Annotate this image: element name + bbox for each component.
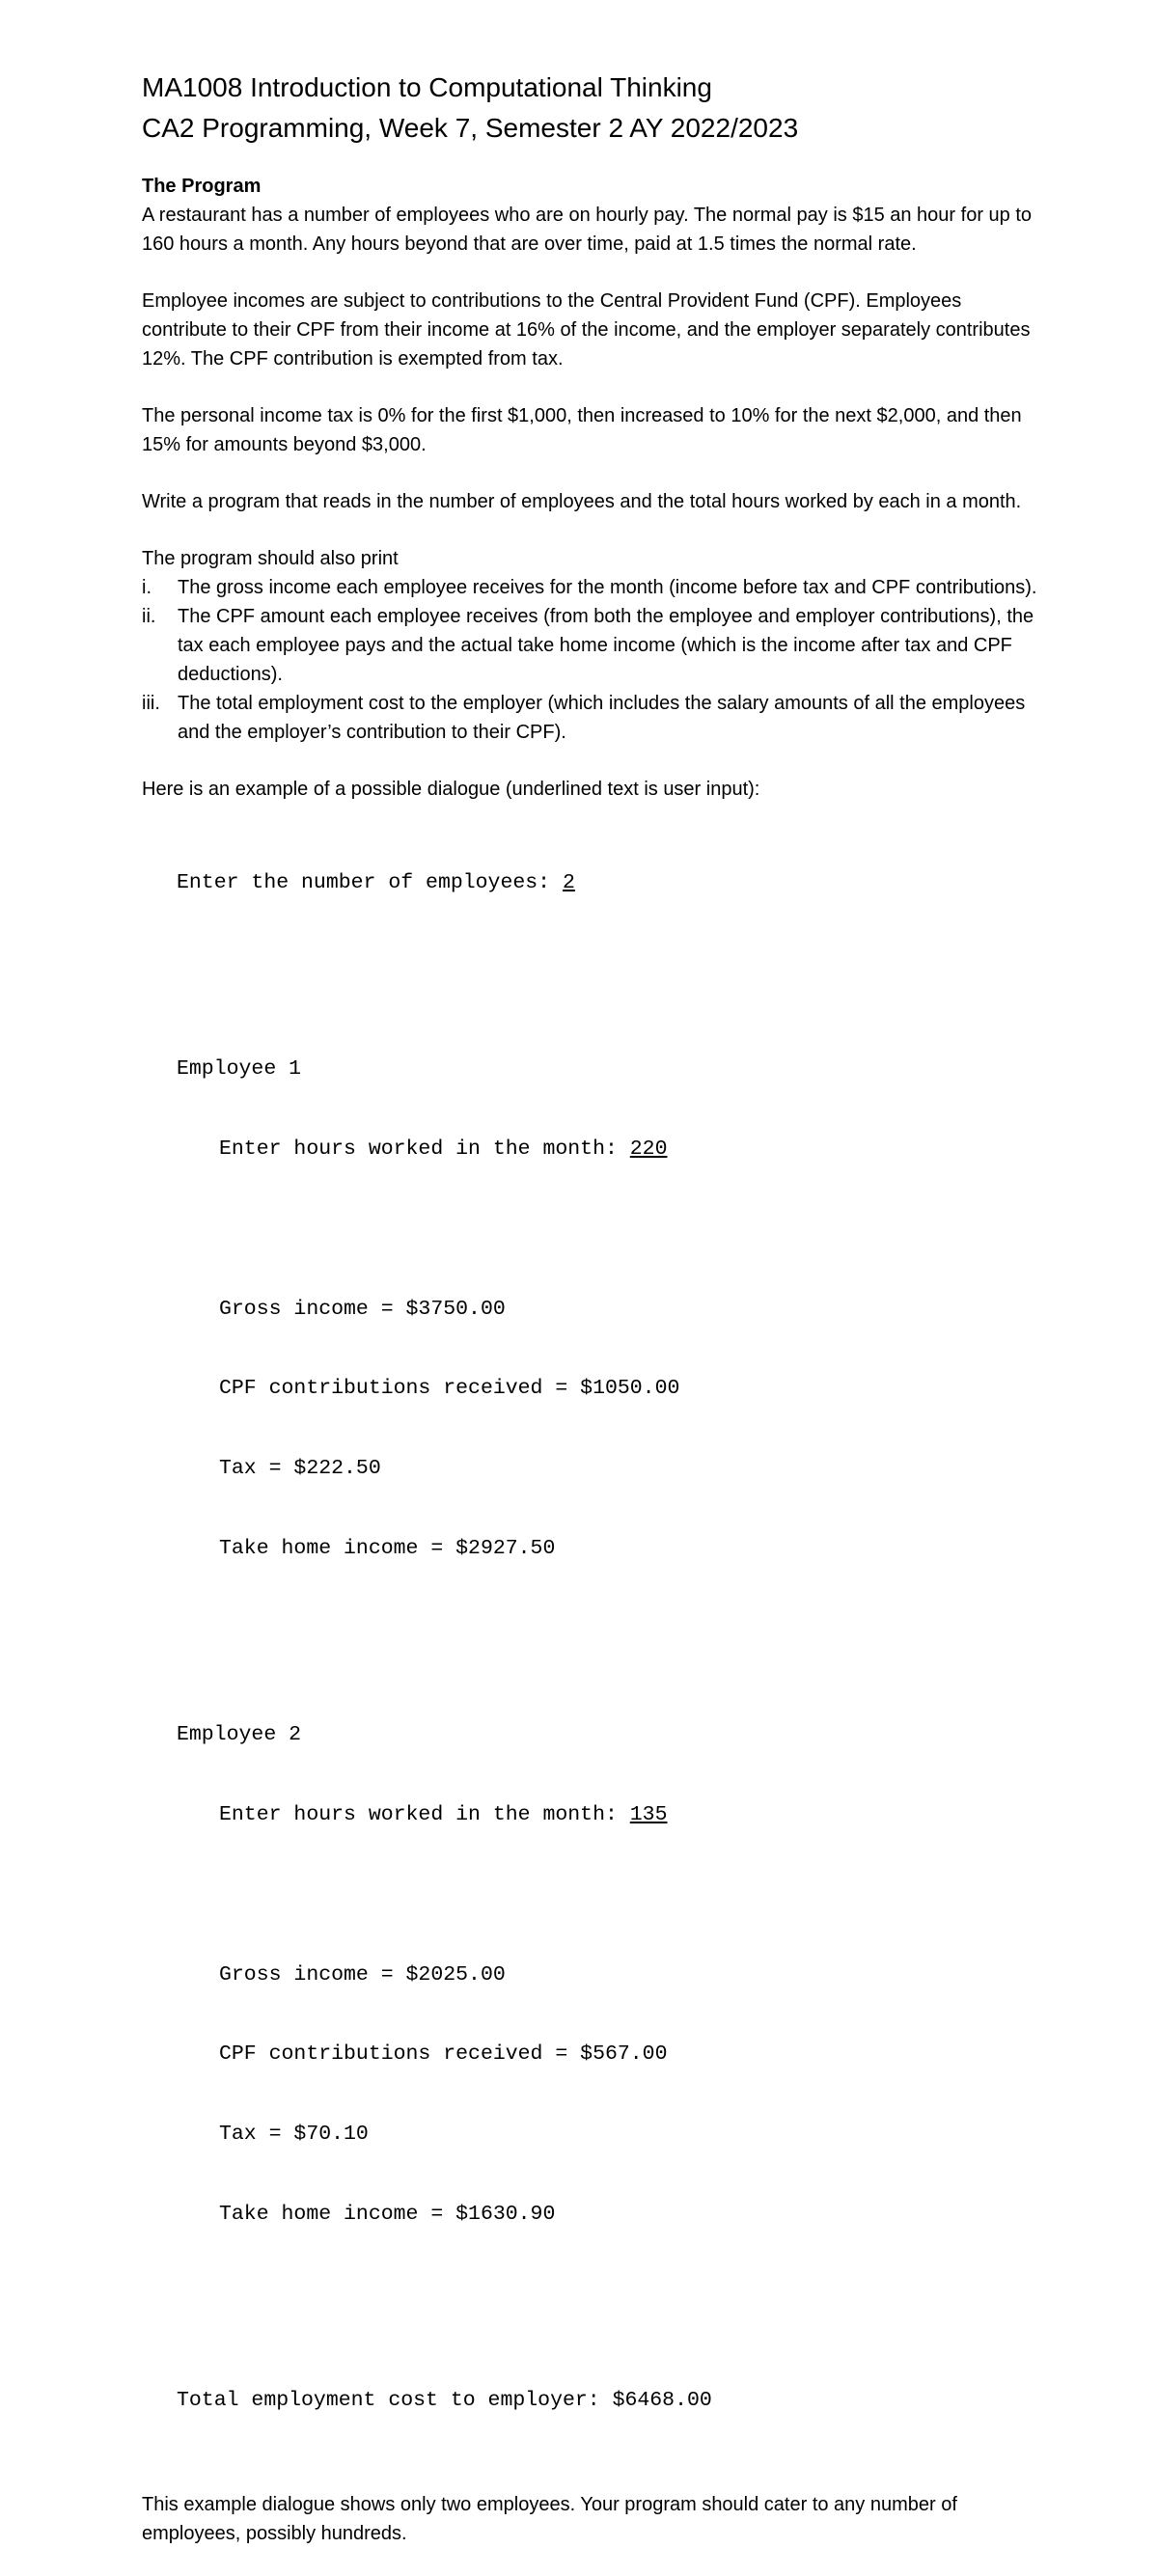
employee-header: Employee 1 bbox=[177, 1057, 302, 1082]
document-page bbox=[142, 68, 1039, 2576]
list-marker: ii. bbox=[142, 606, 156, 627]
section-heading: The Program bbox=[142, 176, 262, 197]
list-item-text: The gross income each employee receives for the month (income before tax and CPF contributions). bbox=[178, 577, 1037, 598]
list-item bbox=[142, 602, 1039, 689]
number-input: 2 bbox=[562, 871, 575, 895]
title-line-1: MA1008 Introduction to Computational Thinking bbox=[142, 72, 712, 102]
paragraph-task: Write a program that reads in the number of employees and the total hours worked by each in a month. bbox=[142, 491, 1022, 512]
dialogue-gap bbox=[177, 1616, 1039, 1643]
example-dialogue bbox=[177, 817, 1039, 2468]
paragraph-cpf: Employee incomes are subject to contributions to the Central Provident Fund (CPF). Employees contribute to their CPF from their income at 16% of the income, and the employer separately contributes 12%. The CPF contribution is exempted from tax. bbox=[142, 290, 1031, 370]
list-marker: iii. bbox=[142, 693, 160, 714]
list-marker: i. bbox=[142, 577, 152, 598]
print-requirements-list bbox=[142, 573, 1039, 747]
gross-income-line: Gross income = $2025.00 bbox=[219, 1962, 506, 1987]
list-item bbox=[142, 689, 1039, 747]
dialogue-gap bbox=[177, 950, 1039, 977]
dialogue-line bbox=[177, 1802, 1039, 1829]
paragraph-tax: The personal income tax is 0% for the first $1,000, then increased to 10% for the next $2,000, and then 15% for amounts beyond $3,000. bbox=[142, 405, 1022, 455]
hours-input: 220 bbox=[629, 1137, 668, 1162]
list-item-text: The CPF amount each employee receives (from both the employee and employer contributions), the tax each employee pays and the actual take home income (which is the income after tax and CPF deductions). bbox=[178, 606, 1034, 685]
dialogue-line bbox=[177, 870, 1039, 897]
number-prompt: Enter the number of employees: bbox=[177, 871, 563, 895]
paragraph-pay-rules: A restaurant has a number of employees who are on hourly pay. The normal pay is $15 an hour for up to 160 hours a month. Any hours beyond that are over time, paid at 1.5 times the normal rate. bbox=[142, 205, 1033, 255]
dialogue-gap bbox=[177, 1217, 1039, 1244]
cpf-line: CPF contributions received = $1050.00 bbox=[219, 1377, 680, 1401]
tax-line: Tax = $70.10 bbox=[219, 2123, 369, 2147]
closing-paragraph: This example dialogue shows only two employees. Your program should cater to any number of employees, possibly hundreds. bbox=[142, 2493, 957, 2544]
dialogue-intro: Here is an example of a possible dialogue (underlined text is user input): bbox=[142, 779, 760, 800]
dialogue-gap bbox=[177, 2282, 1039, 2309]
list-item bbox=[142, 573, 1039, 602]
take-home-line: Take home income = $1630.90 bbox=[219, 2202, 556, 2226]
dialogue-gap bbox=[177, 1882, 1039, 1909]
hours-prompt: Enter hours worked in the month: bbox=[219, 1802, 630, 1826]
document-title bbox=[142, 68, 1039, 149]
total-cost-line: Total employment cost to employer: $6468.00 bbox=[177, 2389, 712, 2413]
list-item-text: The total employment cost to the employer (which includes the salary amounts of all the employees and the employer’s contribution to their CPF). bbox=[178, 693, 1026, 743]
tax-line: Tax = $222.50 bbox=[219, 1457, 381, 1481]
hours-prompt: Enter hours worked in the month: bbox=[219, 1137, 630, 1162]
dialogue-line bbox=[177, 1137, 1039, 1164]
hours-input: 135 bbox=[629, 1802, 668, 1826]
take-home-line: Take home income = $2927.50 bbox=[219, 1537, 556, 1561]
gross-income-line: Gross income = $3750.00 bbox=[219, 1297, 506, 1321]
cpf-line: CPF contributions received = $567.00 bbox=[219, 2042, 668, 2067]
print-intro: The program should also print bbox=[142, 548, 399, 569]
employee-header: Employee 2 bbox=[177, 1723, 302, 1747]
title-line-2: CA2 Programming, Week 7, Semester 2 AY 2022/2023 bbox=[142, 113, 799, 143]
